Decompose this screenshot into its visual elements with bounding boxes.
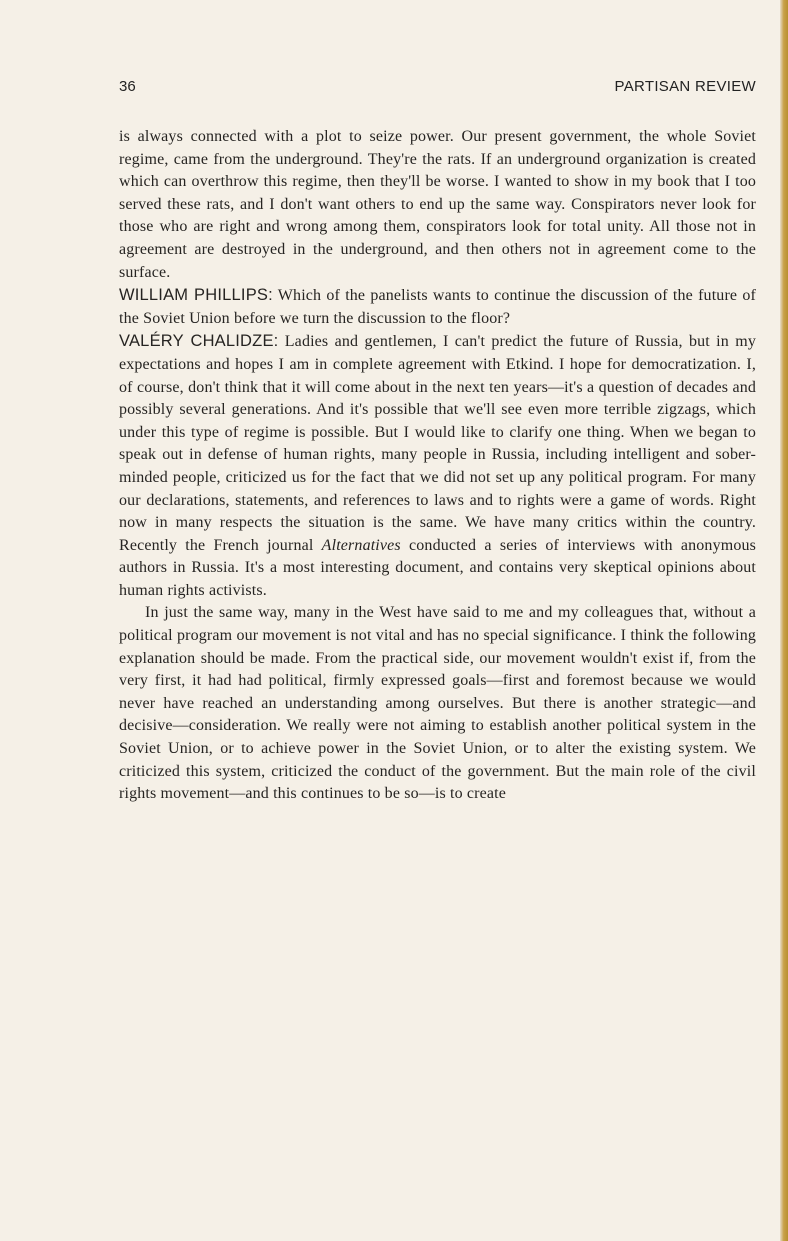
journal-title: PARTISAN REVIEW [614,78,756,95]
speech-text: conducted a series of interviews with anonymous authors in Russia. It's a most interesting document, and contains very skeptical opinions about human rights activists. [119,536,756,599]
speech-text: Which of the panelists wants to continue the discussion of the future of the Soviet Union before we turn the discussion to the floor? [119,287,756,327]
running-head [119,78,756,98]
speaker-name: WILLIAM PHILLIPS: [119,286,273,305]
speech-text: Ladies and gentlemen, I can't predict the future of Russia, but in my expectations and hopes I am in complete agreement with Etkind. I hope for democratization. I, of course, don't think that it will come about in the next ten years—it's a question of decades and possibly several generations. And it's possible that we'll see even more terrible zigzags, which under this type of regime is possible. But I would like to clarify one thing. When we began to speak out in defense of human rights, many people in Russia, including intelligent and sober-minded people, criticized us for the fact that we did not set up any political program. For many our declarations, statements, and references to laws and to rights were a game of words. Right now in many respects the situation is the same. We have many critics within the country. Recently the French journal [119,333,756,554]
page-number: 36 [119,78,136,95]
paragraph-indented: In just the same way, many in the West have said to me and my colleagues that, without a political program our movement is not vital and has no special significance. I think the following explanation should be made. From the practical side, our movement wouldn't exist if, from the very first, it had had political, firmly expressed goals—first and foremost because we would never have reached an understanding among ourselves. But there is another strategic—and decisive—consideration. We really were not aiming to establish another political system in the Soviet Union, or to achieve power in the Soviet Union, or to alter the existing system. We criticized this system, criticized the conduct of the government. But the main role of the civil rights movement—and this continues to be so—is to create [119,604,756,803]
paragraph-phillips [119,284,756,330]
speaker-name: VALÉRY CHALIDZE: [119,332,279,351]
article-body [119,126,756,806]
paragraph-continuation: is always connected with a plot to seize power. Our present government, the whole Soviet regime, came from the underground. They're the rats. If an underground organization is created which can overthrow this regime, then they'll be worse. I wanted to show in my book that I too served these rats, and I don't want others to end up the same way. Conspirators never look for those who are right and wrong among them, conspirators look for total unity. All those not in agreement are destroyed in the underground, and then others not in agreement come to the surface. [119,128,756,281]
journal-name-italic: Alternatives [321,536,401,554]
paragraph-chalidze [119,330,756,602]
page-edge [780,0,788,1241]
